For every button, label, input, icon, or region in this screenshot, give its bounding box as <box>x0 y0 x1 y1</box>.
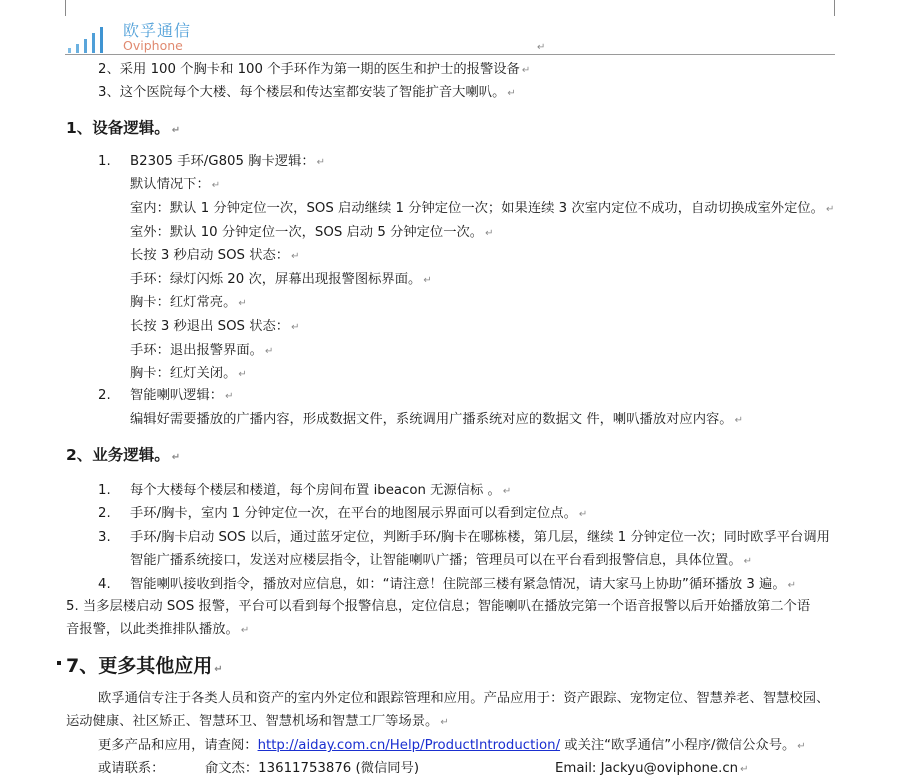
list-item: 胸卡：红灯常亮。 ↵ <box>130 295 247 310</box>
intro-item-3: 3、这个医院每个大楼、每个楼层和传达室都安装了智能扩音大喇叭。 ↵ <box>98 85 516 100</box>
logo-chinese-name: 欧孚通信 <box>123 21 192 40</box>
list-item: 智能喇叭接收到指令，播放对应信息，如：“请注意！住院部三楼有紧急情况，请大家马上协助”循环播放 3 遍。 ↵ <box>130 577 797 592</box>
list-number: 2. <box>98 506 111 521</box>
product-introduction-link[interactable]: http://aiday.com.cn/Help/ProductIntroduction/ <box>257 738 561 753</box>
list-item: 长按 3 秒启动 SOS 状态： ↵ <box>130 248 300 263</box>
list-item: 室外：默认 10 分钟定位一次，SOS 启动 5 分钟定位一次。 ↵ <box>130 225 494 240</box>
contact-label: 或请联系： <box>98 761 165 776</box>
crop-mark-right <box>834 0 835 16</box>
section-1-heading: 1、设备逻辑。 ↵ <box>66 119 181 137</box>
paragraph-mark: ↵ <box>537 42 546 53</box>
speaker-logic-title: 智能喇叭逻辑： ↵ <box>130 388 234 403</box>
list-item: 每个大楼每个楼层和楼道，每个房间布置 ibeacon 无源信标 。 ↵ <box>130 483 512 498</box>
section-7-heading: 7、更多其他应用 ↵ <box>66 655 223 677</box>
list-number: 4. <box>98 577 111 592</box>
list-number: 1. <box>98 154 111 169</box>
intro-item-2: 2、采用 100 个胸卡和 100 个手环作为第一期的医生和护士的报警设备 ↵ <box>98 62 531 77</box>
list-item: 长按 3 秒退出 SOS 状态： ↵ <box>130 319 300 334</box>
list-item: 手环：退出报警界面。 ↵ <box>130 343 274 358</box>
list-item: 智能广播系统接口，发送对应楼层指令，让智能喇叭广播；管理员可以在平台看到报警信息，具体位置。 ↵ <box>130 553 753 568</box>
list-item: 手环/胸卡启动 SOS 以后，通过蓝牙定位，判断手环/胸卡在哪栋楼，第几层，继续 1 分钟定位一次；同时欧孚平台调用 <box>130 530 830 545</box>
header-rule <box>65 54 835 55</box>
contact-email: Email: Jackyu@oviphone.cn ↵ <box>555 761 749 776</box>
contact-name: 俞文杰：13611753876 (微信同号) <box>205 761 420 776</box>
crop-mark-left <box>65 0 66 16</box>
list-number: 3. <box>98 530 111 545</box>
list-item: 音报警，以此类推排队播放。 ↵ <box>66 622 250 637</box>
more-info-line: 更多产品和应用，请查阅：http://aiday.com.cn/Help/ProductIntroduction/ 或关注“欧孚通信”小程序/微信公众号。 ↵ <box>98 738 806 753</box>
section-7-paragraph: 运动健康、社区矫正、智慧环卫、智慧机场和智慧工厂等场景。 ↵ <box>66 714 449 729</box>
device-logic-title: B2305 手环/G805 胸卡逻辑： ↵ <box>130 154 326 169</box>
section-2-heading: 2、业务逻辑。 ↵ <box>66 446 181 464</box>
list-number: 2. <box>98 388 111 403</box>
section-7-paragraph: 欧孚通信专注于各类人员和资产的室内外定位和跟踪管理和应用。产品应用于：资产跟踪、宠物定位、智慧养老、智慧校园、 <box>98 691 830 706</box>
oviphone-logo <box>67 18 217 54</box>
signal-bars-logo-icon <box>67 18 107 54</box>
list-item: 室内：默认 1 分钟定位一次，SOS 启动继续 1 分钟定位一次；如果连续 3 次室内定位不成功，自动切换成室外定位。 ↵ <box>130 201 835 216</box>
list-number: 1. <box>98 483 111 498</box>
list-item: 手环：绿灯闪烁 20 次，屏幕出现报警图标界面。 ↵ <box>130 272 432 287</box>
list-item: 编辑好需要播放的广播内容，形成数据文件，系统调用广播系统对应的数据文 件，喇叭播放对应内容。 ↵ <box>130 412 743 427</box>
list-item: 胸卡：红灯关闭。 ↵ <box>130 366 247 381</box>
paragraph-bullet-icon <box>57 661 61 665</box>
logo-english-name: Oviphone <box>123 38 183 53</box>
list-item: 5. 当多层楼启动 SOS 报警，平台可以看到每个报警信息，定位信息；智能喇叭在播放完第一个语音报警以后开始播放第二个语 <box>66 599 811 614</box>
list-item: 默认情况下： ↵ <box>130 177 221 192</box>
list-item: 手环/胸卡，室内 1 分钟定位一次，在平台的地图展示界面可以看到定位点。 ↵ <box>130 506 588 521</box>
